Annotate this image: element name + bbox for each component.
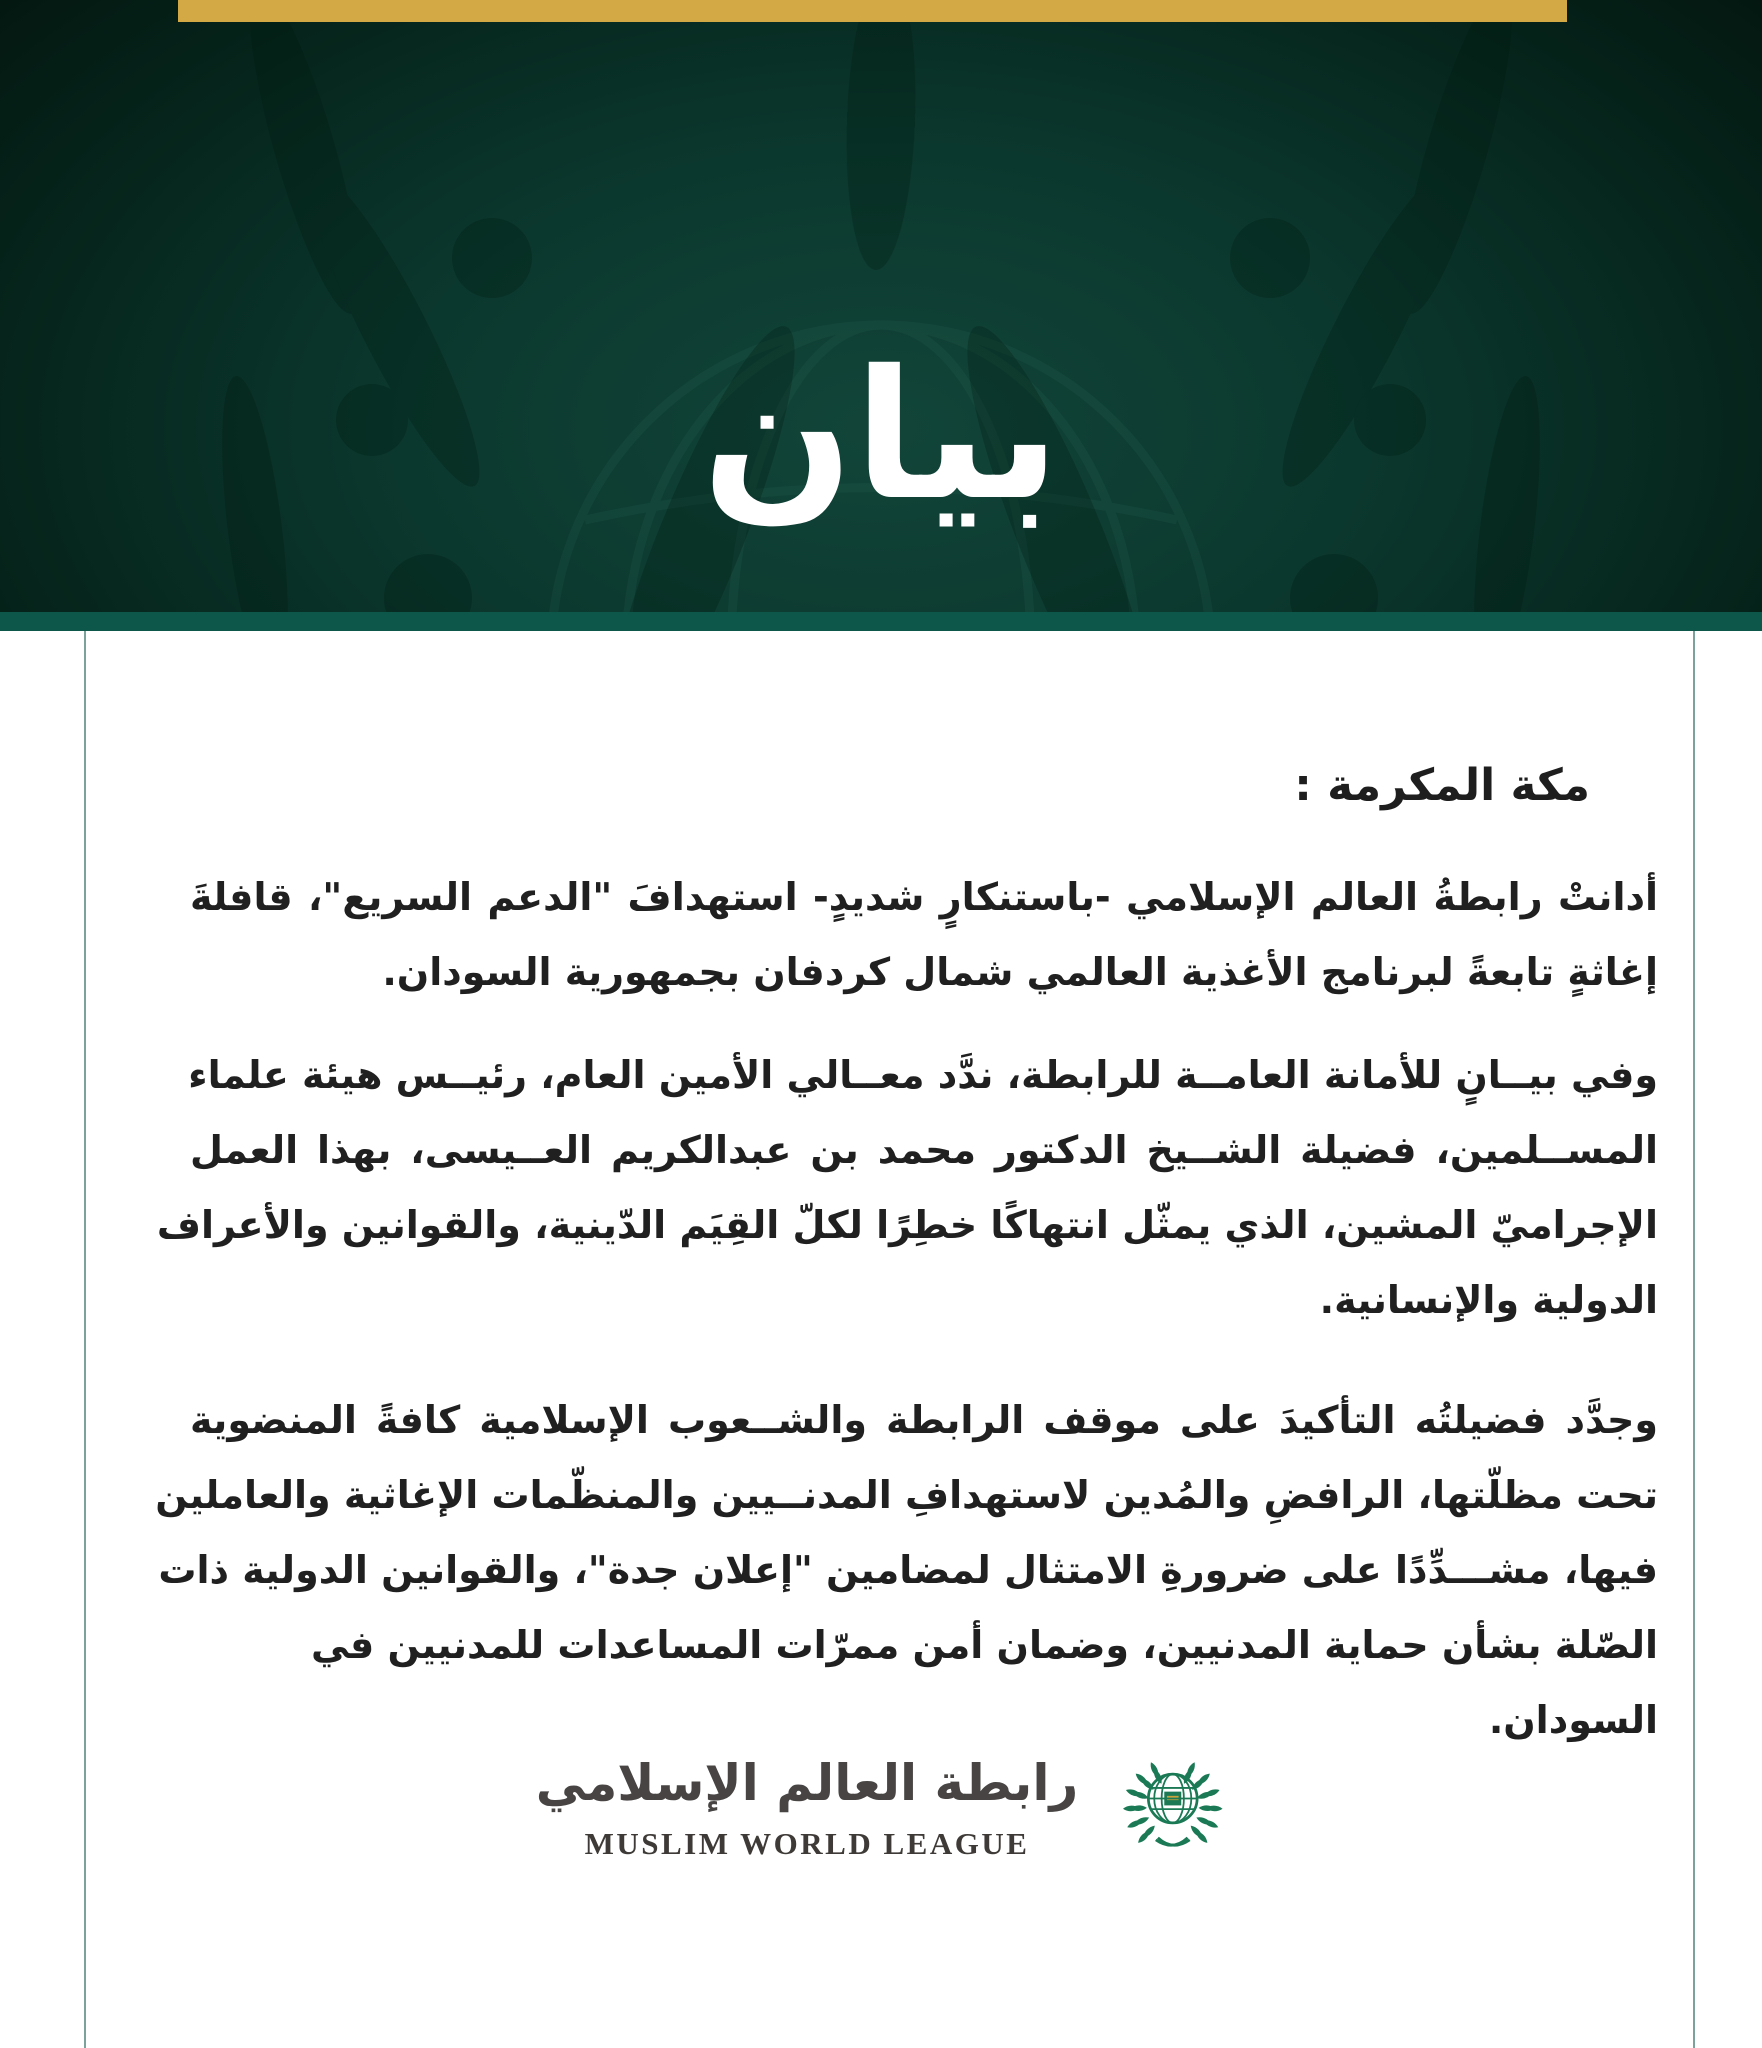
statement-paragraph-2	[156, 1038, 1658, 1338]
statement-paragraph-1	[190, 860, 1658, 1010]
mwl-logo	[536, 1752, 1226, 1862]
statement-line: وفي بيــانٍ للأمانة العامــة للرابطة، ندَّد معــالي الأمين العام، رئيــس هيئة علماء	[188, 1053, 1658, 1097]
statement-title-calligraphy: بيان	[701, 332, 1061, 539]
location-heading: مكة المكرمة :	[1294, 760, 1590, 811]
content-frame-line-left	[84, 631, 86, 2048]
statement-line: تحت مظلّتها، الرافضِ والمُدين لاستهدافِ المدنــيين والمنظّمات الإغاثية والعاملين	[155, 1473, 1658, 1517]
statement-line: وجدَّد فضيلتُه التأكيدَ على موقف الرابطة والشــعوب الإسلامية كافةً المنضوية	[190, 1398, 1658, 1442]
globe-icon	[1149, 1774, 1198, 1823]
gold-accent-bar	[178, 0, 1567, 22]
teal-divider-band	[0, 612, 1762, 631]
content-frame-line-right	[1693, 631, 1695, 2048]
mwl-arabic-logotype: رابطة العالم الإسلامي	[535, 1754, 1079, 1812]
mwl-logotype-block	[536, 1752, 1078, 1862]
statement-line: إغاثةٍ تابعةً لبرنامج الأغذية العالمي شمال كردفان بجمهورية السودان.	[382, 950, 1658, 994]
statement-line: الدولية والإنسانية.	[1319, 1278, 1658, 1322]
statement-line: المســلمين، فضيلة الشــيخ الدكتور محمد بن عبدالكريم العــيسى، بهذا العمل	[190, 1128, 1658, 1172]
statement-line: فيها، مشـــدِّدًا على ضرورةِ الامتثال لمضامين "إعلان جدة"، والقوانين الدولية ذات	[158, 1548, 1658, 1592]
statement-paragraph-3	[155, 1383, 1658, 1742]
statement-line: الإجراميّ المشين، الذي يمثّل انتهاكًا خطِرًا لكلّ القِيَم الدّينية، والقوانين والأعراف	[156, 1203, 1658, 1247]
header-banner	[0, 0, 1762, 612]
statement-line: الصّلة بشأن حماية المدنيين، وضمان أمن ممرّات المساعدات للمدنيين في السودان.	[310, 1623, 1658, 1742]
statement-line: أدانتْ رابطةُ العالم الإسلامي -باستنكارٍ شديدٍ- استهدافَ "الدعم السريع"، قافلةَ	[190, 875, 1658, 919]
mwl-emblem-icon	[1120, 1754, 1226, 1860]
mwl-english-logotype: MUSLIM WORLD LEAGUE	[584, 1826, 1030, 1861]
